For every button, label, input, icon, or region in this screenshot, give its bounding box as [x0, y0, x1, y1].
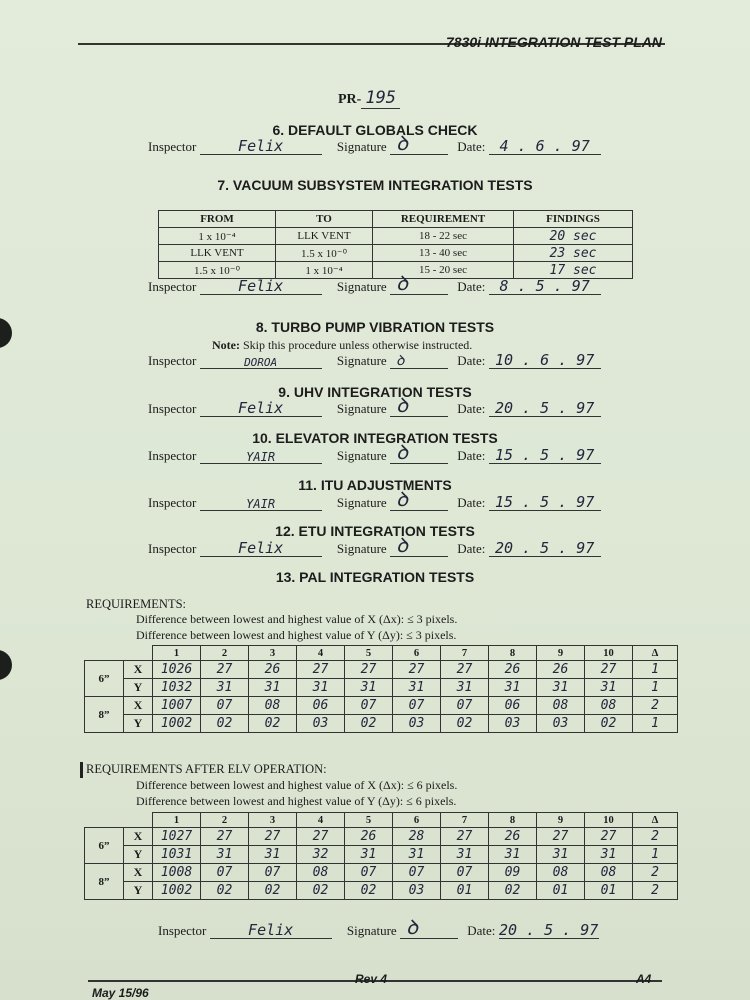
value-cell: 02	[249, 882, 297, 900]
value-cell: 07	[345, 697, 393, 715]
axis-label: X	[124, 828, 153, 846]
date-value: 15 . 5 . 97	[494, 493, 595, 511]
value-cell: 07	[441, 864, 489, 882]
inspector-label: Inspector	[148, 401, 197, 416]
note-label: Note:	[212, 338, 240, 352]
section-title-6: 6. DEFAULT GLOBALS CHECK	[272, 122, 478, 138]
date-label: Date:	[467, 923, 496, 938]
inspector-field	[200, 400, 322, 417]
date-value: 20 . 5 . 97	[494, 539, 595, 557]
delta-cell: 1	[633, 661, 678, 679]
section-title-11: 11. ITU ADJUSTMENTS	[298, 477, 452, 493]
date-label: Date:	[457, 541, 486, 556]
col-header: 8	[489, 646, 537, 661]
pr-label: PR-	[338, 92, 362, 107]
signature-label: Signature	[336, 353, 387, 368]
signature-field	[400, 915, 458, 939]
date-field	[489, 540, 601, 557]
signature-label: Signature	[336, 448, 387, 463]
value-cell: 1026	[153, 661, 201, 679]
axis-label: Y	[124, 882, 153, 900]
col-header: 6	[393, 646, 441, 661]
section-title-13: 13. PAL INTEGRATION TESTS	[275, 569, 475, 585]
value-cell: 01	[441, 882, 489, 900]
pal-table-2	[84, 812, 678, 900]
inspector-value: Felix	[238, 137, 284, 155]
to-cell: 1.5 x 10⁻⁰	[276, 245, 373, 262]
delta-cell: 1	[633, 679, 678, 697]
to-cell: LLK VENT	[276, 228, 373, 245]
signature-field	[390, 352, 448, 369]
inspector-value: Felix	[238, 277, 284, 295]
pr-number-field	[338, 88, 400, 108]
value-cell: 03	[297, 715, 345, 733]
inspector-label: Inspector	[148, 541, 197, 556]
inspector-field	[200, 447, 322, 464]
col-header: 9	[537, 813, 585, 828]
inspector-value: Felix	[238, 539, 284, 557]
footer-date: May 15/96	[92, 986, 149, 1000]
value-cell: 1027	[153, 828, 201, 846]
findings-cell: 20 sec	[514, 228, 633, 245]
value-cell: 08	[585, 697, 633, 715]
value-cell: 03	[489, 715, 537, 733]
col-header: 9	[537, 646, 585, 661]
date-value: 20 . 5 . 97	[498, 921, 599, 939]
inspector-label: Inspector	[148, 353, 197, 368]
value-cell: 02	[249, 715, 297, 733]
signature-label: Signature	[336, 401, 387, 416]
value-cell: 1008	[153, 864, 201, 882]
delta-cell: 2	[633, 864, 678, 882]
col-header: 10	[585, 813, 633, 828]
value-cell: 02	[441, 715, 489, 733]
pal-table-1	[84, 645, 678, 733]
signoff-row-12	[148, 533, 601, 557]
from-cell: 1.5 x 10⁻⁰	[159, 262, 276, 279]
col-header: 3	[249, 646, 297, 661]
inspector-label: Inspector	[148, 448, 197, 463]
inspector-label: Inspector	[148, 495, 197, 510]
date-field	[489, 447, 601, 464]
signature-field	[390, 533, 448, 557]
size-label: 6”	[85, 661, 124, 697]
date-field	[489, 278, 601, 295]
value-cell: 07	[393, 697, 441, 715]
requirement-x-after: Difference between lowest and highest value of X (Δx): ≤ 6 pixels.	[136, 778, 458, 792]
value-cell: 1007	[153, 697, 201, 715]
value-cell: 07	[345, 864, 393, 882]
date-value: 20 . 5 . 97	[494, 399, 595, 417]
value-cell: 31	[585, 679, 633, 697]
binder-hole	[0, 650, 12, 680]
value-cell: 07	[201, 864, 249, 882]
signoff-row-11	[148, 487, 601, 511]
section-title-9: 9. UHV INTEGRATION TESTS	[278, 384, 472, 400]
section-title-12: 12. ETU INTEGRATION TESTS	[275, 523, 475, 539]
value-cell: 26	[537, 661, 585, 679]
value-cell: 01	[585, 882, 633, 900]
turbo-note	[212, 338, 472, 353]
signature-field	[390, 271, 448, 295]
value-cell: 1002	[153, 715, 201, 733]
value-cell: 07	[441, 697, 489, 715]
col-header: REQUIREMENT	[373, 211, 514, 228]
value-cell: 08	[297, 864, 345, 882]
col-header: 3	[249, 813, 297, 828]
table-row	[85, 846, 678, 864]
inspector-field	[200, 278, 322, 295]
header-spacer	[85, 646, 153, 661]
table-row	[159, 245, 633, 262]
value-cell: 27	[249, 828, 297, 846]
inspector-field	[200, 352, 322, 369]
value-cell: 31	[585, 846, 633, 864]
delta-cell: 2	[633, 882, 678, 900]
value-cell: 03	[393, 882, 441, 900]
value-cell: 31	[201, 846, 249, 864]
signature-label: Signature	[336, 495, 387, 510]
value-cell: 06	[297, 697, 345, 715]
col-header: 10	[585, 646, 633, 661]
signature-mark: ꝺ	[395, 487, 408, 511]
requirements-after-heading: REQUIREMENTS AFTER ELV OPERATION:	[86, 762, 327, 776]
date-label: Date:	[457, 448, 486, 463]
signature-field	[390, 487, 448, 511]
col-header: FROM	[159, 211, 276, 228]
value-cell: 26	[489, 828, 537, 846]
value-cell: 27	[441, 828, 489, 846]
table-row	[85, 864, 678, 882]
date-field	[489, 400, 601, 417]
date-value: 8 . 5 . 97	[499, 277, 590, 295]
date-value: 15 . 5 . 97	[494, 446, 595, 464]
signoff-row-8	[148, 352, 601, 369]
value-cell: 08	[585, 864, 633, 882]
value-cell: 08	[249, 697, 297, 715]
value-cell: 01	[537, 882, 585, 900]
signature-mark: ꝺ	[395, 393, 408, 417]
col-header: 2	[201, 646, 249, 661]
table-row	[159, 228, 633, 245]
axis-label: X	[124, 661, 153, 679]
col-header: FINDINGS	[514, 211, 633, 228]
requirement-y: Difference between lowest and highest value of Y (Δy): ≤ 3 pixels.	[136, 628, 457, 642]
value-cell: 31	[537, 679, 585, 697]
axis-label: Y	[124, 679, 153, 697]
date-label: Date:	[457, 401, 486, 416]
table-row	[85, 715, 678, 733]
value-cell: 31	[345, 846, 393, 864]
value-cell: 31	[489, 679, 537, 697]
value-cell: 07	[249, 864, 297, 882]
value-cell: 26	[489, 661, 537, 679]
inspector-field	[200, 138, 322, 155]
col-header: 5	[345, 813, 393, 828]
requirement-cell: 15 - 20 sec	[373, 262, 514, 279]
date-label: Date:	[457, 139, 486, 154]
date-value: 4 . 6 . 97	[499, 137, 590, 155]
value-cell: 02	[201, 715, 249, 733]
to-cell: 1 x 10⁻⁴	[276, 262, 373, 279]
col-header: 4	[297, 813, 345, 828]
signature-label: Signature	[336, 139, 387, 154]
pal-header-row	[85, 646, 678, 661]
table-row	[85, 828, 678, 846]
value-cell: 31	[249, 846, 297, 864]
date-field	[489, 138, 601, 155]
col-header: 5	[345, 646, 393, 661]
value-cell: 08	[537, 864, 585, 882]
signature-mark: ꝺ	[395, 440, 408, 464]
value-cell: 27	[585, 828, 633, 846]
value-cell: 31	[441, 679, 489, 697]
inspector-label: Inspector	[148, 279, 197, 294]
table-row	[85, 661, 678, 679]
value-cell: 07	[201, 697, 249, 715]
col-header: 2	[201, 813, 249, 828]
signoff-row-13	[158, 915, 599, 939]
pal-header-row	[85, 813, 678, 828]
inspector-field	[200, 540, 322, 557]
signoff-row-9	[148, 393, 601, 417]
value-cell: 31	[537, 846, 585, 864]
signature-mark: ꝺ	[395, 131, 408, 155]
inspector-value: YAIR	[246, 450, 276, 464]
requirement-y-after: Difference between lowest and highest value of Y (Δy): ≤ 6 pixels.	[136, 794, 457, 808]
section-title-10: 10. ELEVATOR INTEGRATION TESTS	[252, 430, 498, 446]
signature-label: Signature	[346, 923, 397, 938]
signature-mark: ꝺ	[405, 915, 418, 939]
signoff-row-6	[148, 131, 601, 155]
table-row	[85, 697, 678, 715]
value-cell: 27	[537, 828, 585, 846]
value-cell: 28	[393, 828, 441, 846]
date-label: Date:	[457, 279, 486, 294]
signature-mark: ꝺ	[395, 353, 405, 369]
section-title-7: 7. VACUUM SUBSYSTEM INTEGRATION TESTS	[217, 177, 533, 193]
requirement-cell: 13 - 40 sec	[373, 245, 514, 262]
value-cell: 27	[393, 661, 441, 679]
value-cell: 02	[345, 715, 393, 733]
inspector-value: DOROA	[244, 356, 278, 369]
findings-cell: 17 sec	[514, 262, 633, 279]
from-cell: 1 x 10⁻⁴	[159, 228, 276, 245]
inspector-value: Felix	[248, 921, 294, 939]
value-cell: 31	[345, 679, 393, 697]
col-header: TO	[276, 211, 373, 228]
col-header: 1	[153, 646, 201, 661]
value-cell: 02	[297, 882, 345, 900]
from-cell: LLK VENT	[159, 245, 276, 262]
date-field	[489, 494, 601, 511]
signature-field	[390, 131, 448, 155]
value-cell: 32	[297, 846, 345, 864]
size-label: 6”	[85, 828, 124, 864]
table-row	[85, 679, 678, 697]
value-cell: 02	[201, 882, 249, 900]
signature-mark: ꝺ	[395, 271, 408, 295]
signoff-row-10	[148, 440, 601, 464]
footer-page: A4	[636, 972, 652, 986]
note-text: Skip this procedure unless otherwise instructed.	[242, 338, 473, 352]
delta-cell: 1	[633, 846, 678, 864]
size-label: 8”	[85, 697, 124, 733]
col-header: 1	[153, 813, 201, 828]
col-header: 8	[489, 813, 537, 828]
date-label: Date:	[457, 495, 486, 510]
value-cell: 27	[585, 661, 633, 679]
signature-field	[390, 393, 448, 417]
value-cell: 06	[489, 697, 537, 715]
value-cell: 1031	[153, 846, 201, 864]
value-cell: 02	[345, 882, 393, 900]
axis-label: X	[124, 864, 153, 882]
signature-field	[390, 440, 448, 464]
inspector-label: Inspector	[158, 923, 207, 938]
value-cell: 03	[393, 715, 441, 733]
value-cell: 31	[201, 679, 249, 697]
table-row	[85, 882, 678, 900]
signature-mark: ꝺ	[395, 533, 408, 557]
size-label: 8”	[85, 864, 124, 900]
delta-cell: 1	[633, 715, 678, 733]
col-header: 4	[297, 646, 345, 661]
vacuum-table-header	[159, 211, 633, 228]
value-cell: 02	[489, 882, 537, 900]
pr-number: 195	[361, 88, 400, 109]
signature-label: Signature	[336, 279, 387, 294]
value-cell: 27	[345, 661, 393, 679]
value-cell: 27	[441, 661, 489, 679]
value-cell: 1002	[153, 882, 201, 900]
requirements-heading: REQUIREMENTS:	[86, 597, 186, 611]
value-cell: 26	[249, 661, 297, 679]
value-cell: 1032	[153, 679, 201, 697]
axis-label: Y	[124, 846, 153, 864]
section-title-8: 8. TURBO PUMP VIBRATION TESTS	[255, 319, 495, 335]
signoff-row-7	[148, 271, 601, 295]
date-value: 10 . 6 . 97	[494, 351, 595, 369]
value-cell: 27	[297, 828, 345, 846]
axis-label: X	[124, 697, 153, 715]
doc-title: 7830i INTEGRATION TEST PLAN	[446, 34, 662, 50]
value-cell: 31	[249, 679, 297, 697]
inspector-value: Felix	[238, 399, 284, 417]
value-cell: 31	[297, 679, 345, 697]
value-cell: 26	[345, 828, 393, 846]
date-field	[499, 922, 599, 939]
header-spacer	[85, 813, 153, 828]
signature-label: Signature	[336, 541, 387, 556]
col-header: 7	[441, 646, 489, 661]
delta-cell: 2	[633, 697, 678, 715]
findings-cell: 23 sec	[514, 245, 633, 262]
col-header: 6	[393, 813, 441, 828]
inspector-value: YAIR	[246, 497, 276, 511]
value-cell: 08	[537, 697, 585, 715]
date-label: Date:	[457, 353, 486, 368]
value-cell: 27	[201, 661, 249, 679]
value-cell: 03	[537, 715, 585, 733]
value-cell: 02	[585, 715, 633, 733]
value-cell: 27	[297, 661, 345, 679]
value-cell: 31	[441, 846, 489, 864]
col-header: Δ	[633, 646, 678, 661]
date-field	[489, 352, 601, 369]
value-cell: 09	[489, 864, 537, 882]
col-header: Δ	[633, 813, 678, 828]
value-cell: 07	[393, 864, 441, 882]
footer-revision: Rev 4	[355, 972, 388, 986]
value-cell: 27	[201, 828, 249, 846]
col-header: 7	[441, 813, 489, 828]
requirement-cell: 18 - 22 sec	[373, 228, 514, 245]
margin-marker	[80, 762, 83, 778]
axis-label: Y	[124, 715, 153, 733]
delta-cell: 2	[633, 828, 678, 846]
inspector-field	[200, 494, 322, 511]
inspector-field	[210, 922, 332, 939]
value-cell: 31	[393, 846, 441, 864]
value-cell: 31	[393, 679, 441, 697]
value-cell: 31	[489, 846, 537, 864]
inspector-label: Inspector	[148, 139, 197, 154]
requirement-x: Difference between lowest and highest value of X (Δx): ≤ 3 pixels.	[136, 612, 458, 626]
